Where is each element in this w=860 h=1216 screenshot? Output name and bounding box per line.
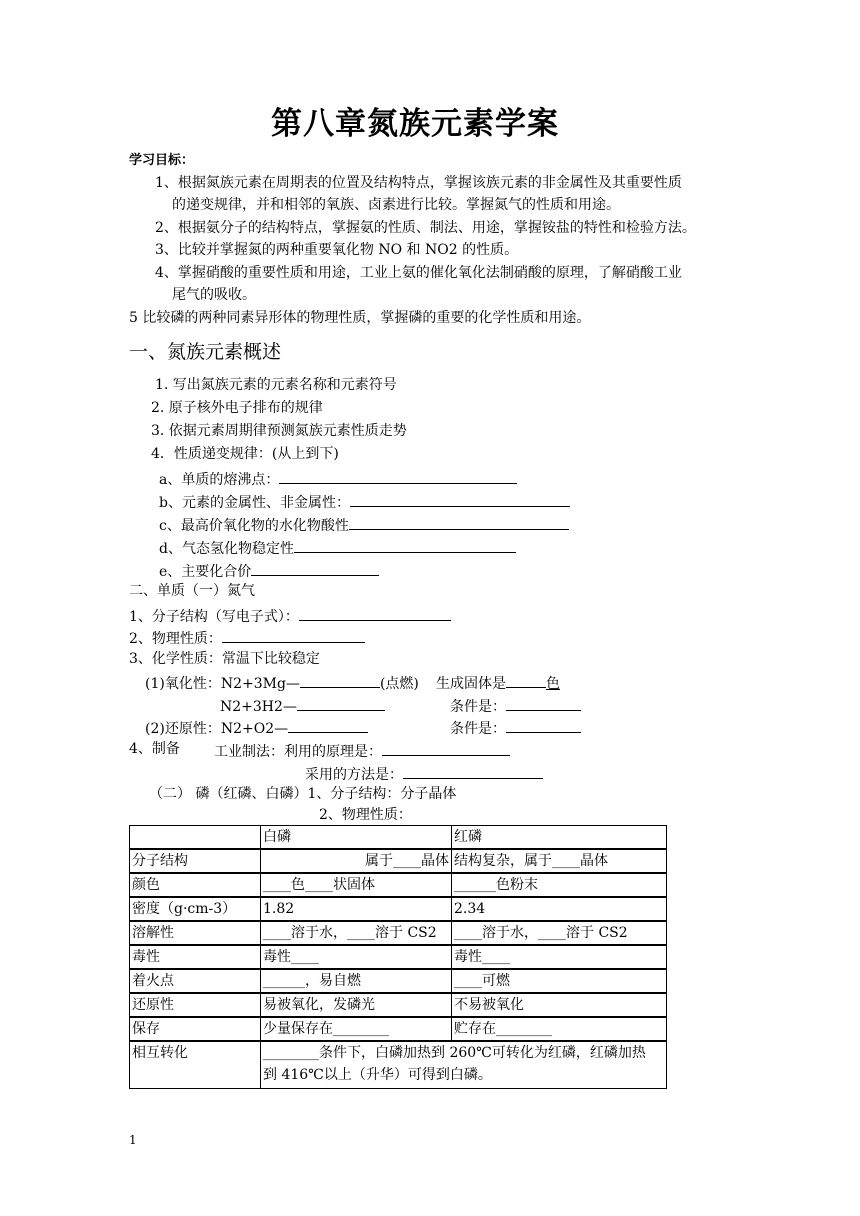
property-trend-item xyxy=(159,561,379,581)
page-number: 1 xyxy=(129,1133,137,1147)
table-caption: 2、物理性质： xyxy=(319,807,412,823)
answer-blank[interactable] xyxy=(222,628,365,643)
property-trend-item xyxy=(159,469,517,489)
question-line xyxy=(129,628,365,648)
answer-blank[interactable] xyxy=(349,515,569,530)
question-label: (1)氧化性：N2+3Mg— xyxy=(145,676,300,692)
red-phosphorus-cell: 不易被氧化 xyxy=(452,993,667,1017)
table-row xyxy=(130,1017,667,1041)
row-label: 毒性 xyxy=(130,945,261,969)
conversion-text: 到 416℃以上（升华）可得到白磷。 xyxy=(263,1067,492,1083)
list-item: 1. 写出氮族元素的元素名称和元素符号 xyxy=(155,377,397,393)
table-row xyxy=(130,1041,667,1089)
table-header-cell: 红磷 xyxy=(452,826,667,850)
objective-item: 1、根据氮族元素在周期表的位置及结构特点，掌握该族元素的非金属性及其重要性质 xyxy=(155,175,682,191)
row-label: 溶解性 xyxy=(130,921,261,945)
property-trend-item xyxy=(159,492,570,512)
white-phosphorus-cell[interactable]: ____色____状固体 xyxy=(261,873,452,897)
question-line xyxy=(220,696,385,716)
table-row xyxy=(130,969,667,993)
list-item: 2. 原子核外电子排布的规律 xyxy=(151,400,323,416)
white-phosphorus-cell: 1.82 xyxy=(261,897,452,921)
row-label: 分子结构 xyxy=(130,849,261,873)
property-trend-label: a、单质的熔沸点： xyxy=(159,472,280,488)
objective-item: 3、比较并掌握氮的两种重要氧化物 NO 和 NO2 的性质。 xyxy=(155,242,519,258)
row-label: 保存 xyxy=(130,1017,261,1041)
red-phosphorus-cell[interactable]: ____溶于水，____溶于 CS2 xyxy=(452,921,667,945)
question-line xyxy=(450,696,581,716)
red-phosphorus-cell[interactable]: ______色粉末 xyxy=(452,873,667,897)
conversion-cell[interactable] xyxy=(261,1041,667,1089)
answer-blank[interactable] xyxy=(288,718,368,733)
condition-note: (点燃) xyxy=(379,676,419,692)
answer-blank[interactable] xyxy=(279,469,517,484)
white-phosphorus-cell[interactable]: 少量保存在________ xyxy=(261,1017,452,1041)
table-row xyxy=(130,849,667,873)
question-line xyxy=(145,718,368,738)
answer-blank[interactable] xyxy=(382,741,510,756)
question-label: 1、分子结构（写电子式）： xyxy=(129,609,299,625)
question-label: 工业制法：利用的原理是： xyxy=(214,744,382,760)
section-heading: 二、单质（一）氮气 xyxy=(129,583,255,599)
answer-blank[interactable] xyxy=(403,764,543,779)
objective-item: 4、掌握硝酸的重要性质和用途，工业上氨的催化氧化法制硝酸的原理，了解硝酸工业 xyxy=(155,265,682,281)
property-trend-label: c、最高价氧化物的水化物酸性 xyxy=(159,518,349,534)
table-row xyxy=(130,921,667,945)
objectives-heading: 学习目标： xyxy=(129,153,195,168)
table-row xyxy=(130,993,667,1017)
row-label: 着火点 xyxy=(130,969,261,993)
question-label: 2、物理性质： xyxy=(129,631,222,647)
question-line xyxy=(129,606,451,626)
list-item: 3. 依据元素周期律预测氮族元素性质走势 xyxy=(151,423,407,439)
objective-item: 的递变规律，并和相邻的氧族、卤素进行比较。掌握氮气的性质和用途。 xyxy=(172,197,620,213)
table-header-cell: 白磷 xyxy=(261,826,452,850)
question-line xyxy=(214,741,510,761)
answer-blank[interactable] xyxy=(506,718,581,733)
table-row xyxy=(130,873,667,897)
question-label: 条件是： xyxy=(450,721,506,737)
answer-blank[interactable] xyxy=(251,561,379,576)
question-line xyxy=(450,718,581,738)
question-label: 3、化学性质：常温下比较稳定 xyxy=(129,651,320,667)
red-phosphorus-cell: 2.34 xyxy=(452,897,667,921)
white-phosphorus-cell[interactable]: ______，易自燃 xyxy=(261,969,452,993)
answer-blank[interactable] xyxy=(294,538,516,553)
answer-blank[interactable] xyxy=(350,492,570,507)
list-item: 4．性质递变规律：(从上到下) xyxy=(151,446,339,462)
red-phosphorus-cell[interactable]: 结构复杂，属于____晶体 xyxy=(452,849,667,873)
question-label: (2)还原性：N2+O2— xyxy=(145,721,289,737)
table-header-cell xyxy=(130,826,261,850)
table-header-row xyxy=(130,826,667,850)
row-label: 相互转化 xyxy=(130,1041,261,1089)
question-line xyxy=(145,673,419,693)
answer-blank[interactable] xyxy=(506,673,546,688)
white-phosphorus-cell[interactable]: 属于____晶体 xyxy=(261,849,452,873)
red-phosphorus-cell[interactable]: 毒性____ xyxy=(452,945,667,969)
answer-blank[interactable] xyxy=(299,606,451,621)
objective-item: 5 比较磷的两种同素异形体的物理性质，掌握磷的重要的化学性质和用途。 xyxy=(129,310,591,326)
white-phosphorus-cell[interactable]: 毒性____ xyxy=(261,945,452,969)
page-title: 第八章氮族元素学案 xyxy=(271,106,559,142)
property-trend-label: e、主要化合价 xyxy=(159,564,252,580)
property-trend-item xyxy=(159,515,569,535)
question-label: 生成固体是 xyxy=(436,676,506,692)
red-phosphorus-cell[interactable]: 贮存在________ xyxy=(452,1017,667,1041)
answer-blank[interactable] xyxy=(506,696,581,711)
property-trend-item xyxy=(159,538,516,558)
section-heading: 一、氮族元素概述 xyxy=(129,341,282,363)
white-phosphorus-cell: 易被氧化，发磷光 xyxy=(261,993,452,1017)
table-row xyxy=(130,897,667,921)
question-label: 色 xyxy=(546,676,560,692)
objective-item: 2、根据氨分子的结构特点，掌握氨的性质、制法、用途，掌握铵盐的特性和检验方法。 xyxy=(155,220,696,236)
phosphorus-properties-table xyxy=(129,825,667,1089)
row-label: 还原性 xyxy=(130,993,261,1017)
subsection-heading: （二） 磷（红磷、白磷）1、分子结构：分子晶体 xyxy=(149,786,457,802)
question-label: 采用的方法是： xyxy=(305,767,403,783)
question-line xyxy=(305,764,543,784)
red-phosphorus-cell[interactable]: ____可燃 xyxy=(452,969,667,993)
table-row xyxy=(130,945,667,969)
question-line xyxy=(436,673,560,693)
row-label: 颜色 xyxy=(130,873,261,897)
question-label: N2+3H2— xyxy=(220,699,297,715)
row-label: 密度（g·cm-3） xyxy=(130,897,261,921)
question-label: 4、制备 xyxy=(129,741,180,757)
white-phosphorus-cell[interactable]: ____溶于水，____溶于 CS2 xyxy=(261,921,452,945)
conversion-text: ________条件下，白磷加热到 260℃可转化为红磷，红磷加热 xyxy=(263,1045,646,1061)
answer-blank[interactable] xyxy=(300,673,380,688)
objective-item: 尾气的吸收。 xyxy=(172,287,256,303)
question-label: 条件是： xyxy=(450,699,506,715)
property-trend-label: b、元素的金属性、非金属性： xyxy=(159,495,350,511)
property-trend-label: d、气态氢化物稳定性 xyxy=(159,541,294,557)
answer-blank[interactable] xyxy=(297,696,385,711)
